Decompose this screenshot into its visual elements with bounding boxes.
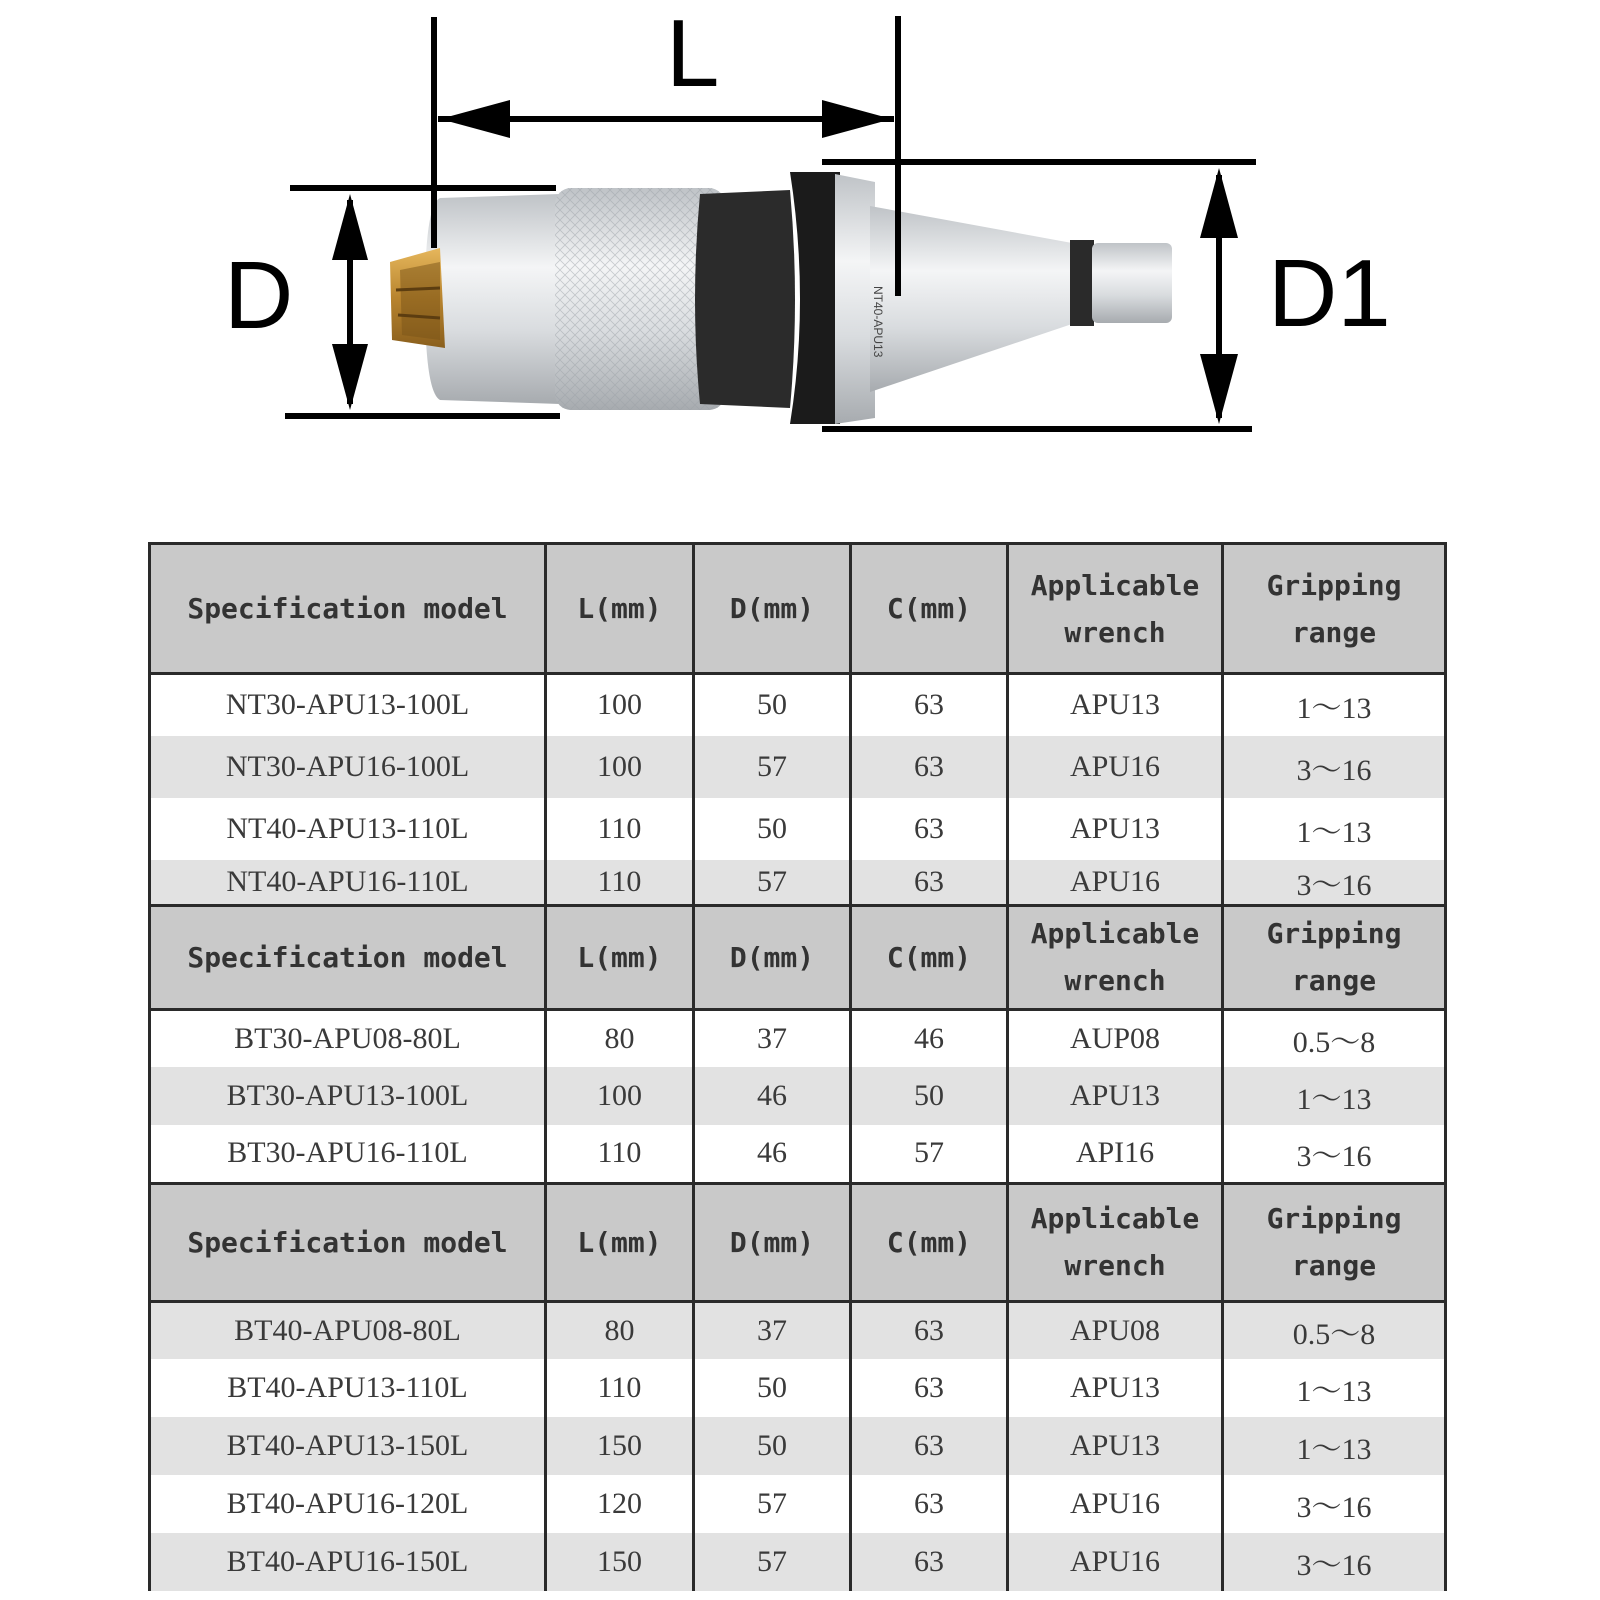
table-cell: 110 xyxy=(546,860,694,906)
table-cell: 63 xyxy=(851,1359,1008,1417)
table-cell: 63 xyxy=(851,674,1008,736)
table-cell: 120 xyxy=(546,1475,694,1533)
table-cell: 57 xyxy=(851,1125,1008,1183)
table-cell: APU16 xyxy=(1008,736,1223,798)
column-header: Specification model xyxy=(150,905,546,1009)
table-cell: 63 xyxy=(851,860,1008,906)
table-row xyxy=(150,1067,1446,1125)
table-cell: BT30-APU08-80L xyxy=(150,1009,546,1067)
table-cell: 63 xyxy=(851,736,1008,798)
table-cell: NT30-APU13-100L xyxy=(150,674,546,736)
column-header: Applicable wrench xyxy=(1008,905,1223,1009)
table-cell: 0.5～8 xyxy=(1223,1009,1446,1067)
specification-table xyxy=(148,542,1447,1591)
column-header: Specification model xyxy=(150,544,546,674)
table-cell: 110 xyxy=(546,1359,694,1417)
table-cell: 100 xyxy=(546,1067,694,1125)
table-cell: 1～13 xyxy=(1223,798,1446,860)
dimension-label-d: D xyxy=(224,242,294,349)
table-cell: 3～16 xyxy=(1223,1125,1446,1183)
table-cell: 37 xyxy=(694,1009,851,1067)
column-header: L(mm) xyxy=(546,1183,694,1301)
table-cell: AUP08 xyxy=(1008,1009,1223,1067)
column-header: Applicable wrench xyxy=(1008,544,1223,674)
table-header-row xyxy=(150,1183,1446,1301)
table-cell: 63 xyxy=(851,1475,1008,1533)
table-cell: 50 xyxy=(694,1359,851,1417)
drill-chuck xyxy=(390,188,725,410)
table-cell: 50 xyxy=(694,798,851,860)
table-cell: BT40-APU08-80L xyxy=(150,1301,546,1359)
column-header: C(mm) xyxy=(851,905,1008,1009)
table-row xyxy=(150,1359,1446,1417)
table-cell: 37 xyxy=(694,1301,851,1359)
table-header-row xyxy=(150,905,1446,1009)
column-header: D(mm) xyxy=(694,1183,851,1301)
column-header: L(mm) xyxy=(546,905,694,1009)
table-row xyxy=(150,1009,1446,1067)
dimension-label-d1: D1 xyxy=(1268,240,1391,347)
table-cell: APU13 xyxy=(1008,1067,1223,1125)
table-cell: 100 xyxy=(546,736,694,798)
table-cell: APU16 xyxy=(1008,1533,1223,1591)
table-cell: 3～16 xyxy=(1223,1475,1446,1533)
table-cell: NT40-APU16-110L xyxy=(150,860,546,906)
column-header: L(mm) xyxy=(546,544,694,674)
table-row xyxy=(150,798,1446,860)
table-cell: 63 xyxy=(851,1533,1008,1591)
table-row xyxy=(150,1301,1446,1359)
table-cell: 57 xyxy=(694,736,851,798)
table-cell: 57 xyxy=(694,1475,851,1533)
table-cell: BT30-APU16-110L xyxy=(150,1125,546,1183)
dimension-label-l: L xyxy=(666,0,720,107)
table-row xyxy=(150,674,1446,736)
column-header: D(mm) xyxy=(694,544,851,674)
table-cell: 0.5～8 xyxy=(1223,1301,1446,1359)
table-cell: 50 xyxy=(694,674,851,736)
table-cell: 63 xyxy=(851,1301,1008,1359)
table-cell: 1～13 xyxy=(1223,674,1446,736)
taper-shank xyxy=(870,206,1172,392)
table-cell: NT40-APU13-110L xyxy=(150,798,546,860)
table-cell: 150 xyxy=(546,1533,694,1591)
table-cell: 150 xyxy=(546,1417,694,1475)
table-cell: 110 xyxy=(546,1125,694,1183)
table-cell: APU13 xyxy=(1008,1417,1223,1475)
column-header: C(mm) xyxy=(851,1183,1008,1301)
column-header: Applicable wrench xyxy=(1008,1183,1223,1301)
table-cell: 1～13 xyxy=(1223,1417,1446,1475)
flange xyxy=(695,172,875,424)
table-cell: 63 xyxy=(851,798,1008,860)
table-cell: 80 xyxy=(546,1009,694,1067)
table-cell: 46 xyxy=(694,1125,851,1183)
table-row xyxy=(150,1533,1446,1591)
table-row xyxy=(150,1475,1446,1533)
table-cell: 100 xyxy=(546,674,694,736)
table-header-row xyxy=(150,544,1446,674)
table-cell: APU16 xyxy=(1008,860,1223,906)
table-cell: 46 xyxy=(694,1067,851,1125)
shank-marking: NT40-APU13 xyxy=(871,286,885,358)
table-cell: APU13 xyxy=(1008,798,1223,860)
table-cell: 3～16 xyxy=(1223,860,1446,906)
column-header: C(mm) xyxy=(851,544,1008,674)
table-cell: NT30-APU16-100L xyxy=(150,736,546,798)
column-header: Specification model xyxy=(150,1183,546,1301)
table-cell: APU08 xyxy=(1008,1301,1223,1359)
column-header: D(mm) xyxy=(694,905,851,1009)
table-row xyxy=(150,1417,1446,1475)
table-cell: BT30-APU13-100L xyxy=(150,1067,546,1125)
table-cell: 1～13 xyxy=(1223,1359,1446,1417)
table-cell: 57 xyxy=(694,860,851,906)
table-cell: APU13 xyxy=(1008,1359,1223,1417)
table-cell: APU16 xyxy=(1008,1475,1223,1533)
table-cell: 57 xyxy=(694,1533,851,1591)
table-row xyxy=(150,1125,1446,1183)
collet-jaws xyxy=(390,248,445,348)
column-header: Gripping range xyxy=(1223,1183,1446,1301)
column-header: Gripping range xyxy=(1223,905,1446,1009)
column-header: Gripping range xyxy=(1223,544,1446,674)
table-cell: BT40-APU16-120L xyxy=(150,1475,546,1533)
table-cell: 46 xyxy=(851,1009,1008,1067)
table-cell: 50 xyxy=(694,1417,851,1475)
table-cell: 3～16 xyxy=(1223,1533,1446,1591)
table-cell: BT40-APU13-150L xyxy=(150,1417,546,1475)
table-row xyxy=(150,736,1446,798)
table-cell: APU13 xyxy=(1008,674,1223,736)
table-cell: API16 xyxy=(1008,1125,1223,1183)
table-cell: 80 xyxy=(546,1301,694,1359)
table-cell: 110 xyxy=(546,798,694,860)
table-cell: 3～16 xyxy=(1223,736,1446,798)
table-row xyxy=(150,860,1446,906)
table-cell: 50 xyxy=(851,1067,1008,1125)
table-cell: BT40-APU13-110L xyxy=(150,1359,546,1417)
table-cell: BT40-APU16-150L xyxy=(150,1533,546,1591)
table-cell: 63 xyxy=(851,1417,1008,1475)
table-cell: 1～13 xyxy=(1223,1067,1446,1125)
